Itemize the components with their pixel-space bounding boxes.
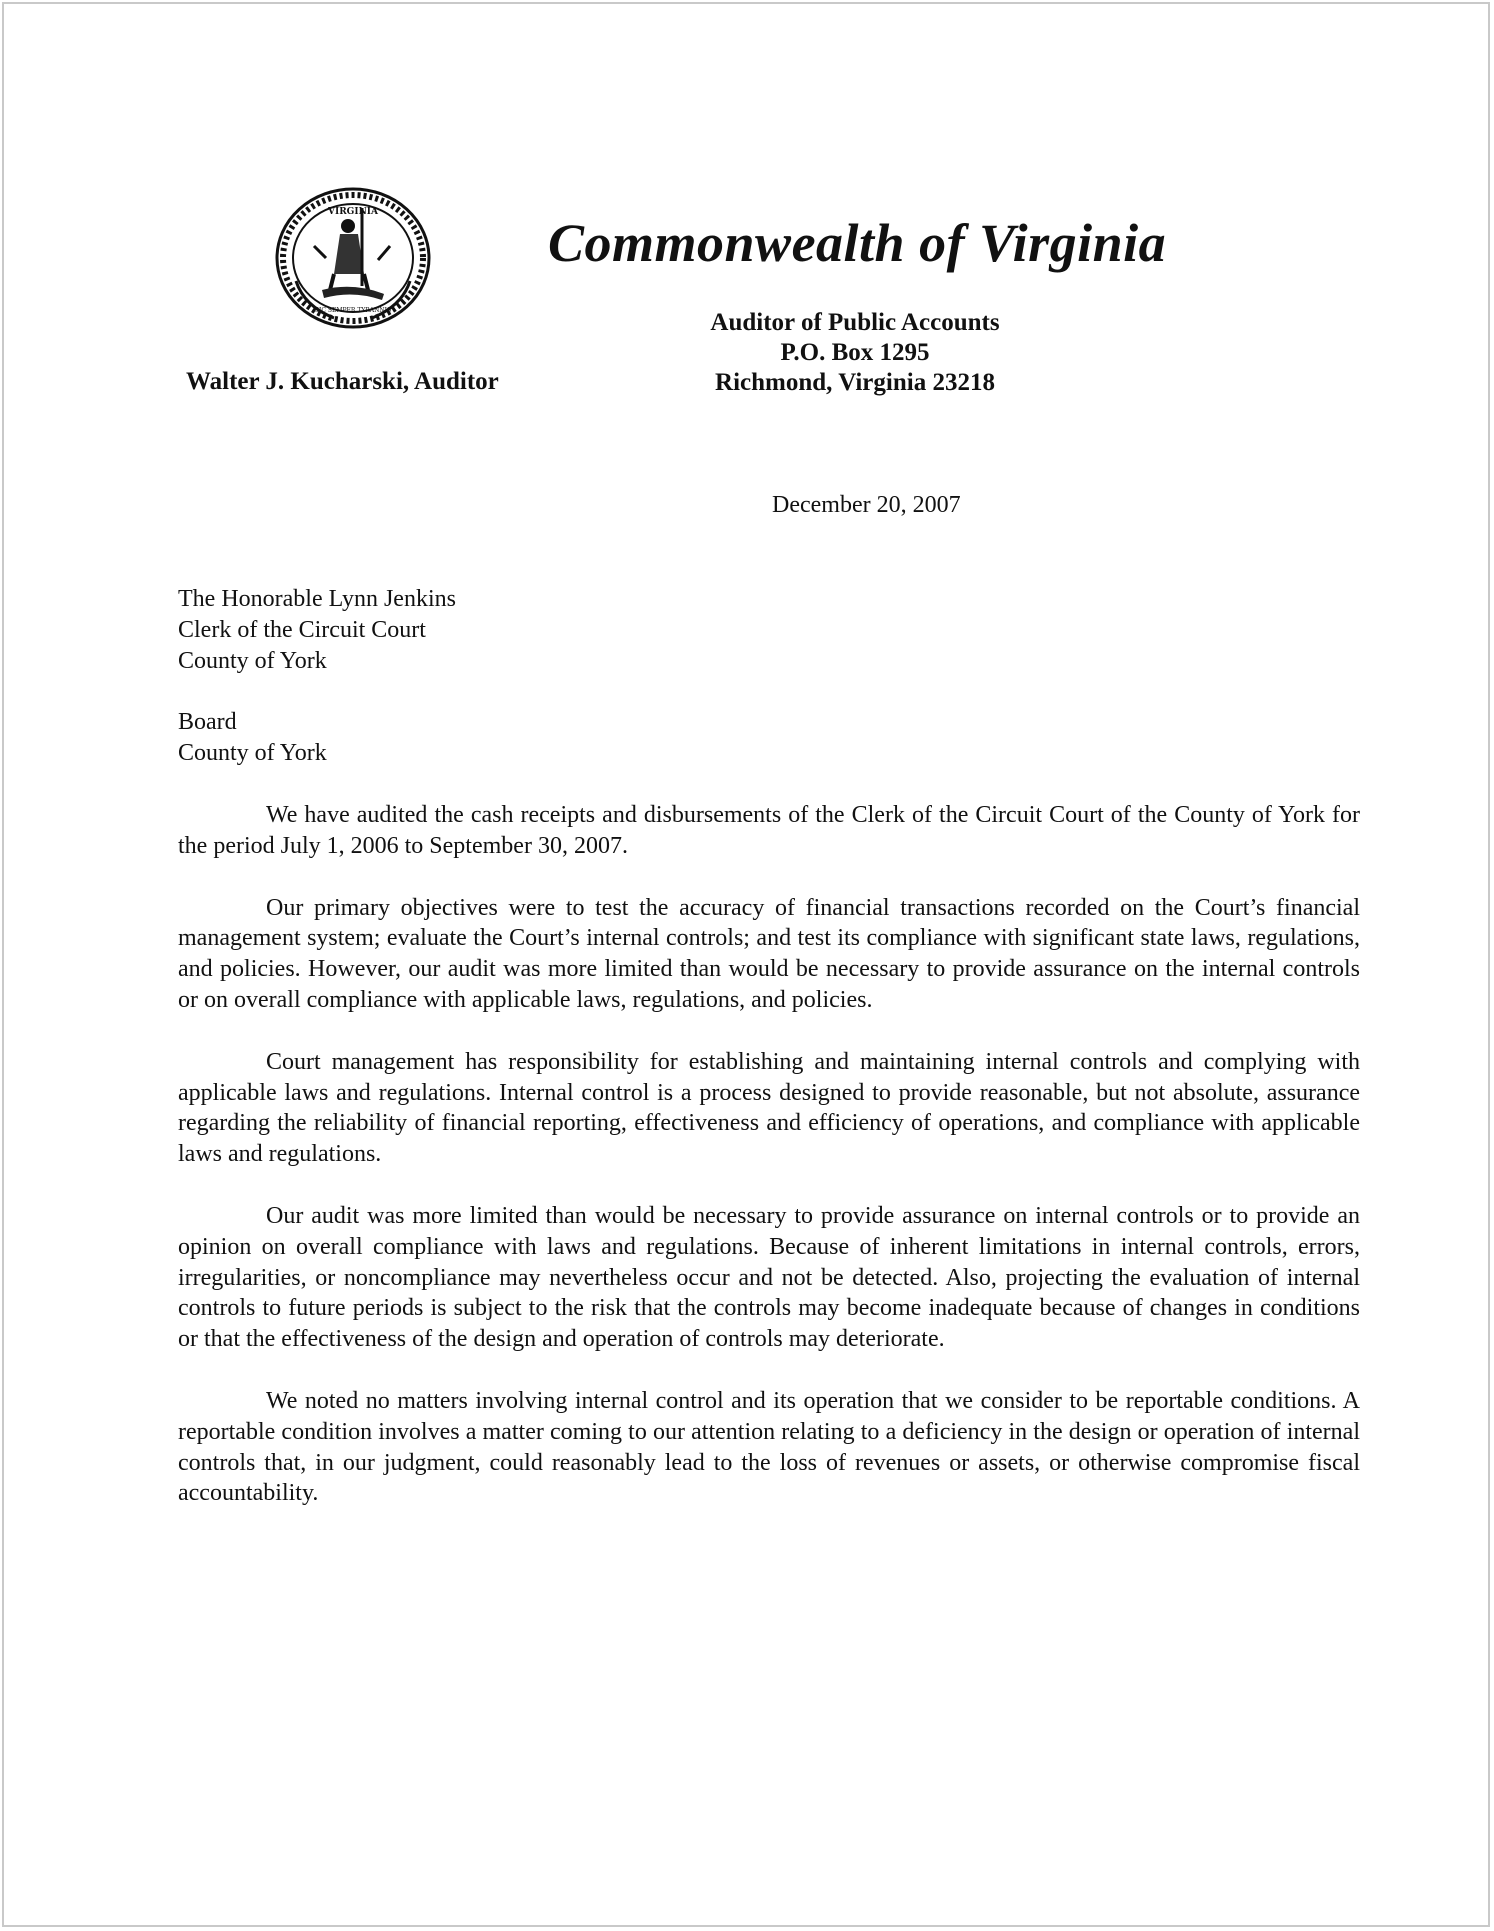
recipient-line: County of York (178, 740, 327, 766)
body-paragraph: Court management has responsibility for establishing and maintaining internal controls and complying with applicable laws and regulations. Internal control is a process designed to provide reasonable, but not absolute, assurance regarding the reliability of financial reporting, effectiveness and efficiency of operations, and compliance with applicable laws and regulations. (178, 1048, 1360, 1168)
letter-body (178, 800, 1360, 1540)
body-paragraph: We noted no matters involving internal control and its operation that we consider to be reportable conditions. A reportable condition involves a matter coming to our attention relating to a deficiency in the design or operation of internal controls that, in our judgment, could reasonably lead to the loss of revenues or assets, or otherwise compromise fiscal accountability. (178, 1387, 1360, 1507)
letter-date: December 20, 2007 (772, 492, 961, 518)
recipient-line: The Honorable Lynn Jenkins (178, 586, 456, 612)
body-paragraph: Our primary objectives were to test the accuracy of financial transactions recorded on the Court’s financial management system; evaluate the Court’s internal controls; and test its compliance with significant state laws, regulations, and policies. However, our audit was more limited than would be necessary to provide assurance on the internal controls or on overall compliance with applicable laws, regulations, and policies. (178, 894, 1360, 1013)
recipient-address (178, 584, 456, 769)
office-name: Auditor of Public Accounts (710, 309, 1000, 336)
virginia-seal-icon (274, 186, 432, 330)
office-po-box: P.O. Box 1295 (780, 339, 930, 366)
auditor-name: Walter J. Kucharski, Auditor (186, 368, 499, 395)
body-paragraph: Our audit was more limited than would be necessary to provide assurance on internal controls or to provide an opinion on overall compliance with laws and regulations. Because of inherent limitations in internal controls, errors, irregularities, or noncompliance may nevertheless occur and not be detected. Also, projecting the evaluation of internal controls to future periods is subject to the risk that the controls may become inadequate because of changes in conditions or that the effectiveness of the design and operation of controls may deteriorate. (178, 1202, 1360, 1353)
recipient-line: Clerk of the Circuit Court (178, 617, 426, 643)
recipient-line: County of York (178, 648, 327, 674)
body-paragraph: We have audited the cash receipts and disbursements of the Clerk of the Circuit Court of the County of York for the period July 1, 2006 to September 30, 2007. (178, 802, 1360, 859)
recipient-line: Board (178, 709, 237, 735)
seal-label-bottom: SIC SEMPER TYRANNIS (314, 307, 392, 314)
masthead-title: Commonwealth of Virginia (548, 213, 1167, 273)
office-address (660, 308, 1050, 398)
recipient-block (178, 707, 456, 769)
recipient-block (178, 584, 456, 677)
office-city: Richmond, Virginia 23218 (715, 369, 995, 396)
seal-label-top: VIRGINIA (328, 207, 378, 217)
